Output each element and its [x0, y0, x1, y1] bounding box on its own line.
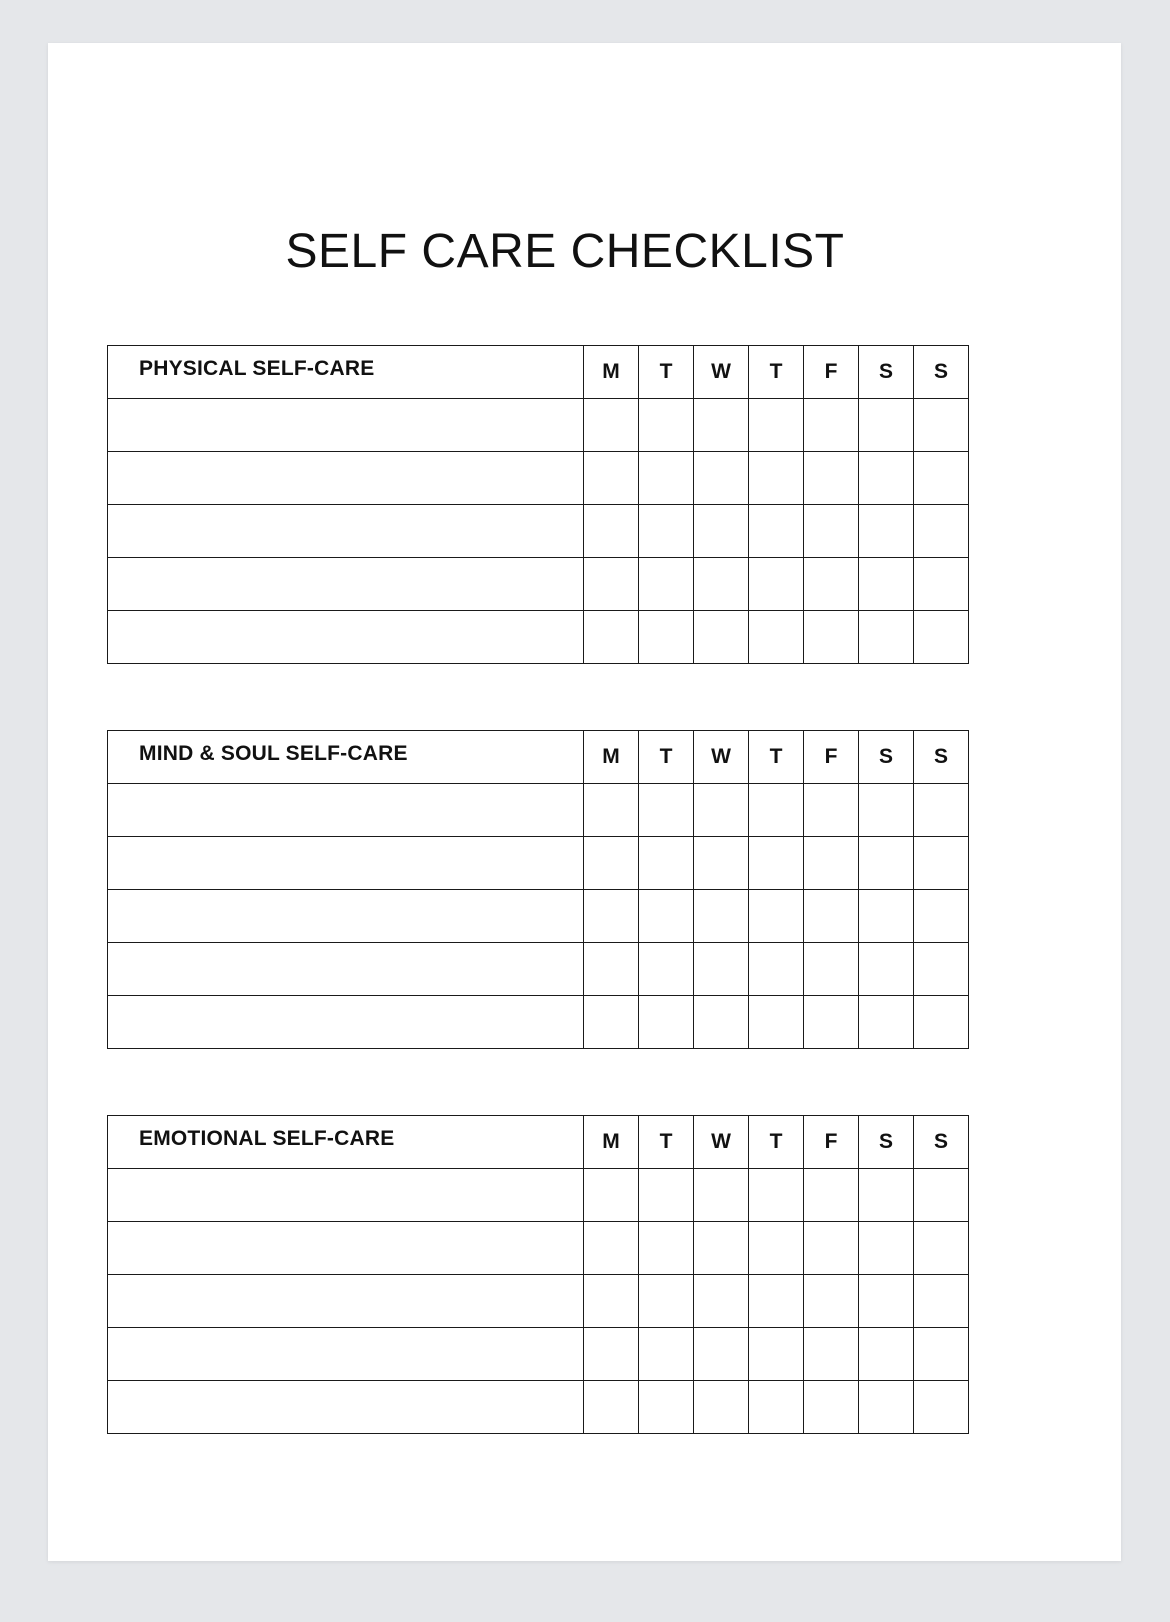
day-check-cell[interactable] [914, 505, 969, 558]
activity-entry-cell[interactable] [108, 837, 584, 890]
activity-entry-cell[interactable] [108, 890, 584, 943]
day-check-cell[interactable] [859, 611, 914, 664]
day-header: M [584, 1116, 639, 1169]
day-check-cell[interactable] [639, 1222, 694, 1275]
day-check-cell[interactable] [859, 1222, 914, 1275]
day-check-cell[interactable] [914, 611, 969, 664]
day-check-cell[interactable] [694, 1275, 749, 1328]
day-check-cell[interactable] [804, 558, 859, 611]
day-check-cell[interactable] [749, 611, 804, 664]
table-header-row [108, 346, 969, 399]
day-header: S [914, 731, 969, 784]
activity-entry-cell[interactable] [108, 1328, 584, 1381]
day-check-cell[interactable] [749, 1275, 804, 1328]
day-check-cell[interactable] [694, 505, 749, 558]
day-header: T [639, 1116, 694, 1169]
day-check-cell[interactable] [914, 558, 969, 611]
day-check-cell[interactable] [584, 505, 639, 558]
day-check-cell[interactable] [584, 996, 639, 1049]
day-check-cell[interactable] [694, 452, 749, 505]
day-check-cell[interactable] [639, 996, 694, 1049]
day-check-cell[interactable] [804, 1275, 859, 1328]
activity-entry-cell[interactable] [108, 943, 584, 996]
day-check-cell[interactable] [639, 1169, 694, 1222]
day-check-cell[interactable] [694, 837, 749, 890]
day-check-cell[interactable] [639, 837, 694, 890]
table-row [108, 558, 969, 611]
table-row [108, 1222, 969, 1275]
page-title: SELF CARE CHECKLIST [285, 225, 845, 278]
day-check-cell[interactable] [859, 1328, 914, 1381]
activity-entry-cell[interactable] [108, 1222, 584, 1275]
day-header: T [639, 346, 694, 399]
day-check-cell[interactable] [639, 943, 694, 996]
day-header: W [694, 731, 749, 784]
day-check-cell[interactable] [859, 1275, 914, 1328]
physical-self-care-table [107, 345, 969, 664]
day-header: W [694, 1116, 749, 1169]
day-check-cell[interactable] [694, 1381, 749, 1434]
day-check-cell[interactable] [584, 1381, 639, 1434]
day-check-cell[interactable] [859, 837, 914, 890]
day-check-cell[interactable] [749, 837, 804, 890]
day-check-cell[interactable] [804, 996, 859, 1049]
day-check-cell[interactable] [914, 1275, 969, 1328]
day-check-cell[interactable] [639, 1328, 694, 1381]
day-check-cell[interactable] [749, 558, 804, 611]
day-check-cell[interactable] [694, 784, 749, 837]
day-check-cell[interactable] [584, 1222, 639, 1275]
day-check-cell[interactable] [914, 452, 969, 505]
table-row [108, 1381, 969, 1434]
day-check-cell[interactable] [804, 784, 859, 837]
activity-entry-cell[interactable] [108, 558, 584, 611]
day-check-cell[interactable] [804, 837, 859, 890]
day-check-cell[interactable] [584, 1275, 639, 1328]
table-header-row [108, 1116, 969, 1169]
day-check-cell[interactable] [914, 943, 969, 996]
day-check-cell[interactable] [804, 611, 859, 664]
day-check-cell[interactable] [914, 1169, 969, 1222]
day-check-cell[interactable] [804, 1222, 859, 1275]
day-check-cell[interactable] [694, 558, 749, 611]
day-check-cell[interactable] [639, 1381, 694, 1434]
day-check-cell[interactable] [639, 784, 694, 837]
day-check-cell[interactable] [749, 943, 804, 996]
day-check-cell[interactable] [804, 1381, 859, 1434]
day-check-cell[interactable] [804, 1328, 859, 1381]
day-header: S [914, 1116, 969, 1169]
day-check-cell[interactable] [859, 452, 914, 505]
table-row [108, 1169, 969, 1222]
day-check-cell[interactable] [694, 611, 749, 664]
day-check-cell[interactable] [694, 890, 749, 943]
day-header: T [749, 731, 804, 784]
table-row [108, 1328, 969, 1381]
day-check-cell[interactable] [584, 784, 639, 837]
day-check-cell[interactable] [914, 399, 969, 452]
day-check-cell[interactable] [584, 452, 639, 505]
day-check-cell[interactable] [859, 996, 914, 1049]
day-check-cell[interactable] [694, 996, 749, 1049]
day-check-cell[interactable] [639, 399, 694, 452]
table-row [108, 837, 969, 890]
day-check-cell[interactable] [694, 1169, 749, 1222]
day-check-cell[interactable] [859, 890, 914, 943]
day-check-cell[interactable] [694, 943, 749, 996]
day-header: S [859, 731, 914, 784]
table-header-row [108, 731, 969, 784]
table-row [108, 452, 969, 505]
activity-entry-cell[interactable] [108, 1381, 584, 1434]
day-check-cell[interactable] [749, 1381, 804, 1434]
activity-entry-cell[interactable] [108, 452, 584, 505]
day-header: F [804, 1116, 859, 1169]
activity-entry-cell[interactable] [108, 996, 584, 1049]
day-check-cell[interactable] [584, 611, 639, 664]
day-check-cell[interactable] [804, 1169, 859, 1222]
activity-entry-cell[interactable] [108, 399, 584, 452]
day-header: M [584, 731, 639, 784]
day-check-cell[interactable] [914, 837, 969, 890]
day-check-cell[interactable] [804, 890, 859, 943]
activity-entry-cell[interactable] [108, 611, 584, 664]
day-header: T [749, 346, 804, 399]
day-check-cell[interactable] [749, 505, 804, 558]
day-check-cell[interactable] [859, 558, 914, 611]
activity-entry-cell[interactable] [108, 784, 584, 837]
section-heading: MIND & SOUL SELF-CARE [108, 731, 584, 784]
table-row [108, 996, 969, 1049]
day-check-cell[interactable] [749, 452, 804, 505]
day-check-cell[interactable] [584, 837, 639, 890]
day-check-cell[interactable] [694, 399, 749, 452]
mind-soul-self-care-table [107, 730, 969, 1049]
activity-entry-cell[interactable] [108, 505, 584, 558]
day-check-cell[interactable] [639, 1275, 694, 1328]
day-check-cell[interactable] [694, 1328, 749, 1381]
section-heading: EMOTIONAL SELF-CARE [108, 1116, 584, 1169]
day-check-cell[interactable] [584, 943, 639, 996]
day-check-cell[interactable] [749, 784, 804, 837]
day-check-cell[interactable] [639, 611, 694, 664]
day-check-cell[interactable] [859, 505, 914, 558]
section-heading: PHYSICAL SELF-CARE [108, 346, 584, 399]
day-check-cell[interactable] [749, 1169, 804, 1222]
day-header: S [914, 346, 969, 399]
day-header: M [584, 346, 639, 399]
table-row [108, 505, 969, 558]
day-check-cell[interactable] [639, 890, 694, 943]
table-row [108, 399, 969, 452]
activity-entry-cell[interactable] [108, 1275, 584, 1328]
day-check-cell[interactable] [639, 452, 694, 505]
table-row [108, 1275, 969, 1328]
day-check-cell[interactable] [749, 996, 804, 1049]
day-check-cell[interactable] [749, 1222, 804, 1275]
day-check-cell[interactable] [749, 1328, 804, 1381]
day-header: F [804, 346, 859, 399]
day-check-cell[interactable] [914, 890, 969, 943]
day-check-cell[interactable] [584, 558, 639, 611]
day-header: T [639, 731, 694, 784]
table-row [108, 611, 969, 664]
table-row [108, 890, 969, 943]
day-check-cell[interactable] [749, 399, 804, 452]
day-check-cell[interactable] [584, 1169, 639, 1222]
day-check-cell[interactable] [804, 505, 859, 558]
day-header: S [859, 1116, 914, 1169]
day-check-cell[interactable] [914, 1381, 969, 1434]
day-check-cell[interactable] [859, 1169, 914, 1222]
day-header: S [859, 346, 914, 399]
day-check-cell[interactable] [859, 399, 914, 452]
day-check-cell[interactable] [584, 399, 639, 452]
day-header: T [749, 1116, 804, 1169]
day-check-cell[interactable] [584, 890, 639, 943]
day-check-cell[interactable] [859, 784, 914, 837]
day-header: W [694, 346, 749, 399]
day-check-cell[interactable] [639, 558, 694, 611]
day-check-cell[interactable] [914, 784, 969, 837]
day-check-cell[interactable] [694, 1222, 749, 1275]
day-check-cell[interactable] [804, 943, 859, 996]
day-check-cell[interactable] [859, 1381, 914, 1434]
day-header: F [804, 731, 859, 784]
table-row [108, 784, 969, 837]
day-check-cell[interactable] [639, 505, 694, 558]
day-check-cell[interactable] [584, 1328, 639, 1381]
day-check-cell[interactable] [804, 399, 859, 452]
emotional-self-care-table [107, 1115, 969, 1434]
day-check-cell[interactable] [749, 890, 804, 943]
day-check-cell[interactable] [914, 1328, 969, 1381]
day-check-cell[interactable] [804, 452, 859, 505]
day-check-cell[interactable] [914, 1222, 969, 1275]
day-check-cell[interactable] [914, 996, 969, 1049]
day-check-cell[interactable] [859, 943, 914, 996]
activity-entry-cell[interactable] [108, 1169, 584, 1222]
table-row [108, 943, 969, 996]
